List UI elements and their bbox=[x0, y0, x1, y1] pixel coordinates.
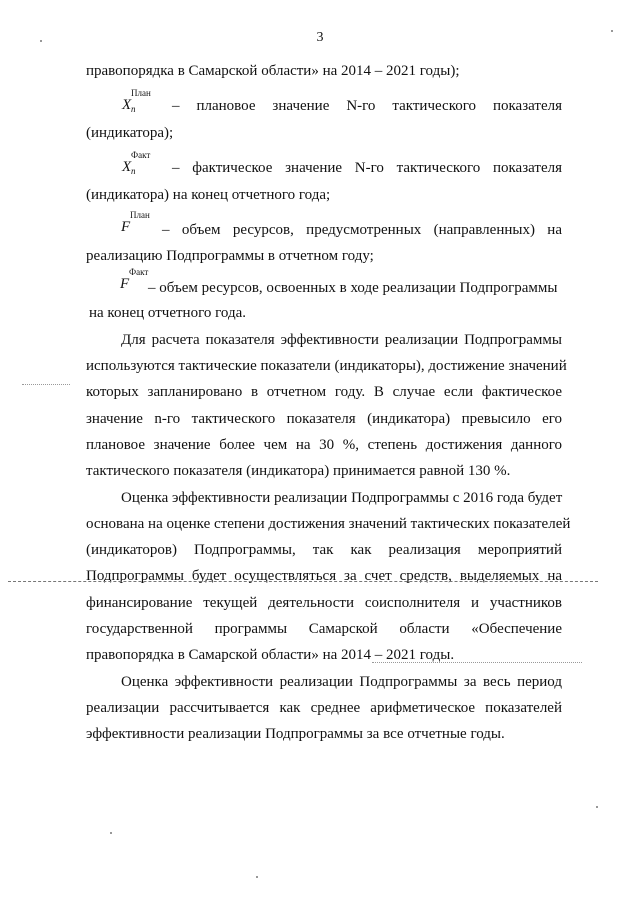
symbol-sup: План bbox=[131, 88, 151, 98]
text-line: на конец отчетного года. bbox=[89, 305, 246, 321]
text-line: Для расчета показателя эффективности реализации Подпрограммы bbox=[121, 332, 562, 348]
scan-speck bbox=[256, 876, 258, 878]
symbol-base: F bbox=[120, 276, 130, 292]
symbol-sub: n bbox=[131, 166, 136, 176]
symbol-base: X bbox=[122, 97, 132, 113]
text-line: плановое значение более чем на 30 %, степень достижения данного bbox=[86, 437, 562, 453]
text-line: Подпрограммы будет осуществляться за счет средств, выделяемых на bbox=[86, 568, 562, 584]
text-line: тактического показателя (индикатора) принимается равной 130 %. bbox=[86, 463, 511, 479]
text-line: Оценка эффективности реализации Подпрограммы за весь период bbox=[121, 674, 562, 690]
text-line: эффективности реализации Подпрограммы за все отчетные годы. bbox=[86, 726, 505, 742]
symbol-sub: n bbox=[131, 104, 136, 114]
scan-streak bbox=[372, 662, 582, 663]
symbol-f-plan bbox=[121, 210, 150, 236]
text-line: реализацию Подпрограммы в отчетном году; bbox=[86, 248, 374, 264]
text-line: используются тактические показатели (индикаторы), достижение значений bbox=[86, 358, 567, 374]
scan-mark bbox=[22, 384, 70, 385]
text-line: значение n-го тактического показателя (индикатора) превысило его bbox=[86, 411, 562, 427]
text-line: – объем ресурсов, предусмотренных (направленных) на bbox=[162, 222, 562, 238]
symbol-base: X bbox=[122, 159, 132, 175]
scan-speck bbox=[611, 30, 613, 32]
scan-speck bbox=[40, 40, 42, 42]
text-line: (индикатора) на конец отчетного года; bbox=[86, 187, 331, 203]
text-line: государственной программы Самарской области «Обеспечение bbox=[86, 621, 562, 637]
symbol-x-fact bbox=[122, 150, 151, 176]
scan-speck bbox=[110, 832, 112, 834]
text-line: (индикаторов) Подпрограммы, так как реализация мероприятий bbox=[86, 542, 562, 558]
text-line: реализации рассчитывается как среднее арифметическое показателей bbox=[86, 700, 562, 716]
symbol-base: F bbox=[121, 219, 131, 235]
text-line: правопорядка в Самарской области» на 2014 – 2021 годы. bbox=[86, 647, 455, 663]
text-line: (индикатора); bbox=[86, 125, 174, 141]
scan-speck bbox=[596, 806, 598, 808]
symbol-sup: Факт bbox=[129, 267, 149, 277]
text-line: – объем ресурсов, освоенных в ходе реализации Подпрограммы bbox=[148, 280, 558, 296]
text-line: которых запланировано в отчетном году. В случае если фактическое bbox=[86, 384, 562, 400]
text-line: – фактическое значение N-го тактического показателя bbox=[172, 160, 562, 176]
symbol-sup: Факт bbox=[131, 150, 151, 160]
page-number: 3 bbox=[316, 30, 324, 45]
text-line: правопорядка в Самарской области» на 2014 – 2021 годы); bbox=[86, 63, 460, 79]
text-line: Оценка эффективности реализации Подпрограммы с 2016 года будет bbox=[121, 490, 563, 506]
symbol-f-fact bbox=[120, 267, 149, 293]
symbol-x-plan bbox=[122, 88, 151, 114]
text-line: финансирование текущей деятельности соисполнителя и участников bbox=[86, 595, 562, 611]
symbol-sup: План bbox=[130, 210, 150, 220]
scan-fold-line bbox=[8, 581, 598, 582]
text-line: основана на оценке степени достижения значений тактических показателей bbox=[86, 516, 571, 532]
text-line: – плановое значение N-го тактического показателя bbox=[172, 98, 562, 114]
